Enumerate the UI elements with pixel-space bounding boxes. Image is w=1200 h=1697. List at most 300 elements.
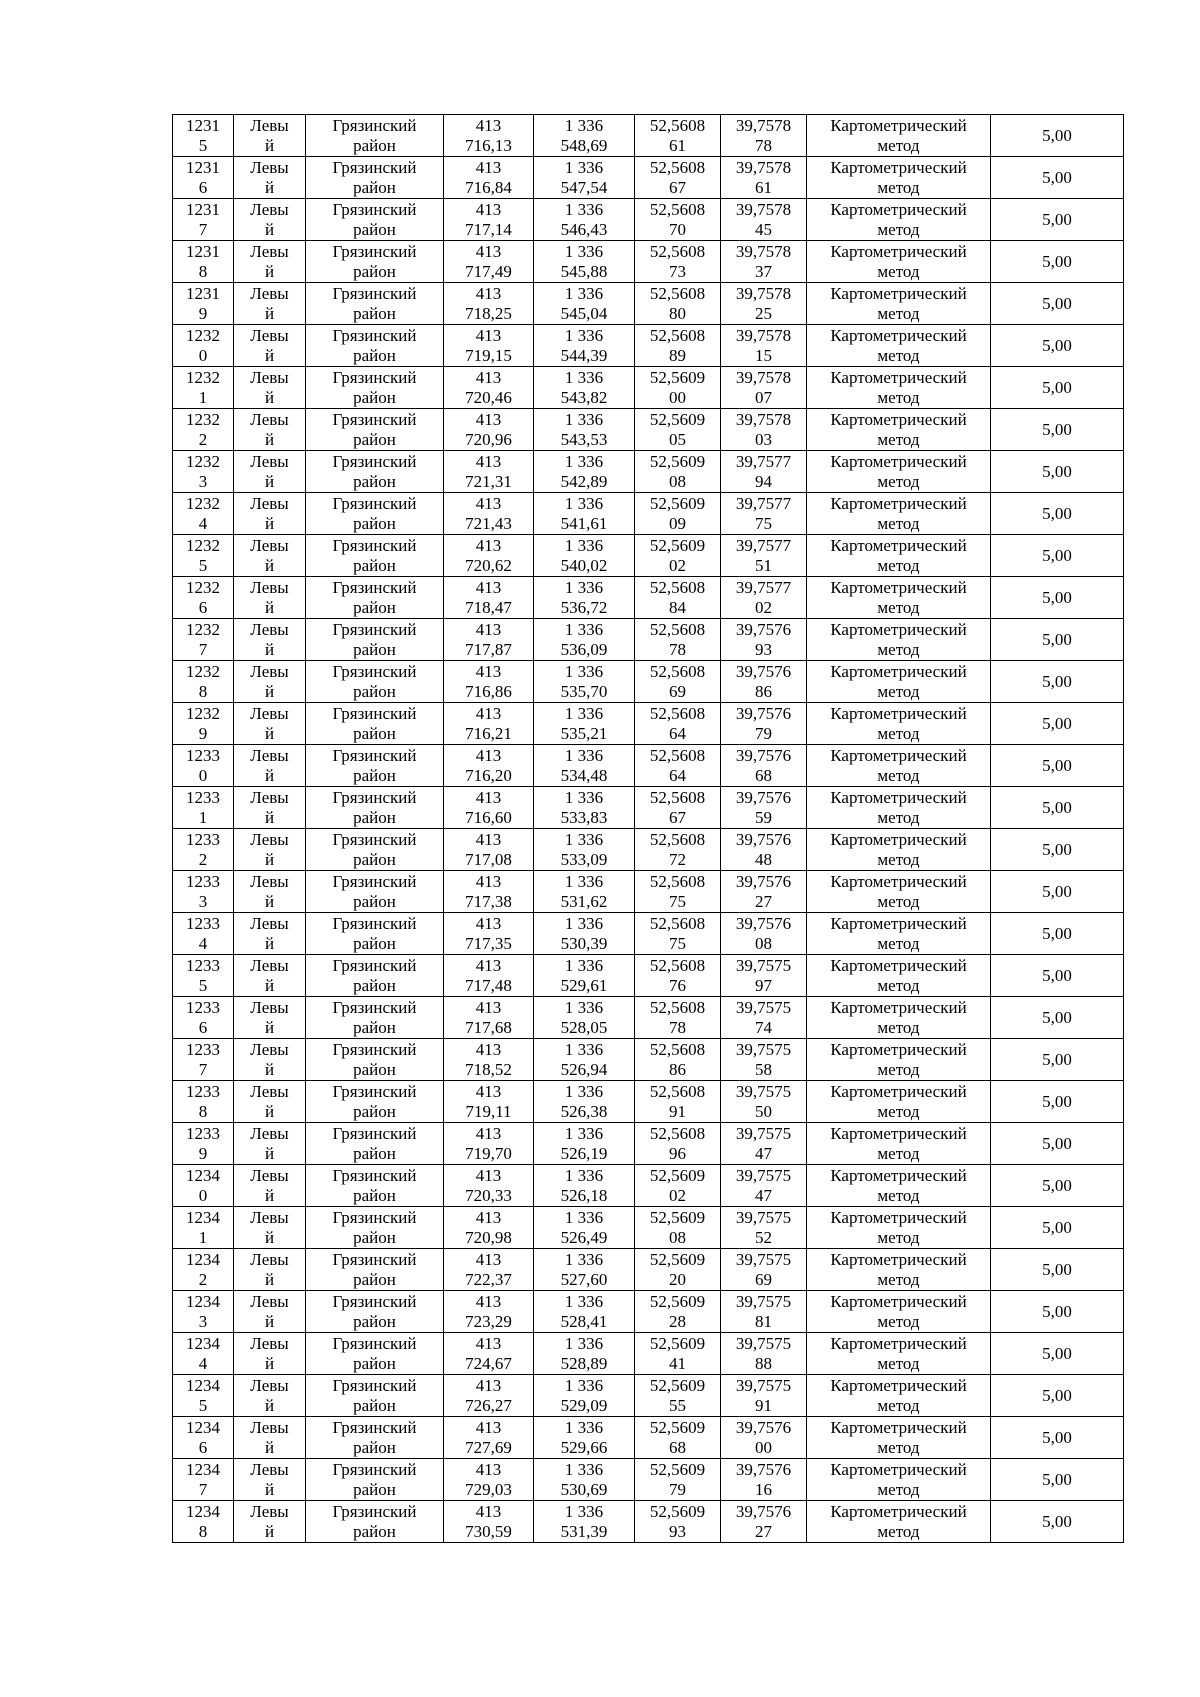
cell-method (807, 199, 991, 241)
cell-district (306, 199, 444, 241)
cell-coord-x (444, 493, 534, 535)
cell-district-line: район (353, 723, 396, 743)
cell-coord-x (444, 997, 534, 1039)
cell-district (306, 1123, 444, 1165)
cell-method-line: метод (877, 429, 920, 449)
cell-point-number-line: 1233 (186, 871, 220, 891)
cell-method (807, 1417, 991, 1459)
cell-district (306, 955, 444, 997)
cell-coord-x (444, 1081, 534, 1123)
cell-method-line: метод (877, 1353, 920, 1373)
cell-coord-y (534, 1375, 635, 1417)
cell-longitude-line: 39,7576 (735, 1459, 792, 1479)
cell-longitude (721, 787, 807, 829)
cell-side (234, 913, 306, 955)
cell-district-line: район (353, 1311, 396, 1331)
cell-point-number (173, 409, 234, 451)
cell-latitude-line: 52,5608 (649, 325, 706, 345)
cell-district-line: Грязинский (332, 409, 417, 429)
cell-method-line: метод (877, 1395, 920, 1415)
cell-coord-y (534, 157, 635, 199)
cell-method (807, 1333, 991, 1375)
cell-district (306, 409, 444, 451)
cell-point-number-line: 1234 (186, 1459, 220, 1479)
cell-accuracy: 5,00 (991, 787, 1124, 829)
cell-district-line: район (353, 1101, 396, 1121)
cell-longitude-line: 39,7575 (735, 1375, 792, 1395)
cell-point-number-line: 1231 (186, 283, 220, 303)
cell-point-number (173, 199, 234, 241)
cell-longitude-line: 91 (755, 1395, 772, 1415)
cell-side-line: Левы (250, 325, 289, 345)
cell-point-number-line: 0 (198, 1185, 208, 1205)
cell-coord-y-line: 528,89 (560, 1353, 608, 1373)
cell-side (234, 241, 306, 283)
cell-coord-x-line: 413 (475, 115, 502, 135)
cell-district-line: район (353, 597, 396, 617)
cell-side-line: й (264, 597, 275, 617)
cell-longitude (721, 409, 807, 451)
cell-district-line: Грязинский (332, 703, 417, 723)
cell-coord-y-line: 533,83 (560, 807, 608, 827)
cell-longitude (721, 1417, 807, 1459)
cell-coord-x-line: 724,67 (465, 1353, 512, 1373)
cell-district-line: Грязинский (332, 241, 417, 261)
cell-latitude-line: 75 (669, 933, 686, 953)
cell-side-line: Левы (250, 787, 289, 807)
cell-district (306, 871, 444, 913)
cell-latitude (635, 1417, 721, 1459)
cell-coord-y-line: 530,69 (560, 1479, 608, 1499)
cell-district (306, 535, 444, 577)
cell-longitude-line: 39,7575 (735, 1207, 792, 1227)
cell-coord-y-line: 1 336 (564, 325, 604, 345)
cell-side-line: Левы (250, 1333, 289, 1353)
cell-latitude-line: 75 (669, 891, 686, 911)
cell-coord-x-line: 722,37 (465, 1269, 512, 1289)
cell-district-line: район (353, 681, 396, 701)
cell-method-line: метод (877, 1059, 920, 1079)
table-row (173, 1081, 1124, 1123)
cell-longitude-line: 39,7577 (735, 577, 792, 597)
cell-point-number-line: 0 (198, 345, 208, 365)
cell-district-line: Грязинский (332, 367, 417, 387)
cell-longitude (721, 1501, 807, 1543)
cell-latitude (635, 1039, 721, 1081)
cell-longitude-line: 86 (755, 681, 772, 701)
cell-method-line: метод (877, 1017, 920, 1037)
cell-latitude (635, 1291, 721, 1333)
table-row (173, 997, 1124, 1039)
cell-coord-y (534, 619, 635, 661)
cell-district-line: Грязинский (332, 1039, 417, 1059)
cell-longitude-line: 39,7576 (735, 913, 792, 933)
cell-longitude (721, 703, 807, 745)
cell-coord-x (444, 1501, 534, 1543)
cell-coord-x (444, 1207, 534, 1249)
cell-side (234, 619, 306, 661)
cell-side-line: й (264, 1353, 275, 1373)
cell-side-line: Левы (250, 1501, 289, 1521)
cell-latitude-line: 41 (669, 1353, 686, 1373)
cell-longitude-line: 97 (755, 975, 772, 995)
cell-longitude-line: 48 (755, 849, 772, 869)
cell-district-line: Грязинский (332, 1501, 417, 1521)
cell-point-number-line: 8 (198, 681, 208, 701)
cell-coord-y-line: 526,19 (560, 1143, 608, 1163)
cell-coord-x-line: 413 (475, 1081, 502, 1101)
cell-latitude-line: 02 (669, 555, 686, 575)
cell-coord-y (534, 1333, 635, 1375)
cell-method-line: Картометрический (830, 997, 967, 1017)
cell-longitude-line: 39,7575 (735, 997, 792, 1017)
cell-coord-x-line: 413 (475, 199, 502, 219)
cell-district-line: район (353, 1185, 396, 1205)
cell-longitude-line: 39,7576 (735, 1501, 792, 1521)
cell-coord-y-line: 541,61 (560, 513, 608, 533)
cell-accuracy: 5,00 (991, 535, 1124, 577)
cell-district-line: Грязинский (332, 493, 417, 513)
table-row (173, 241, 1124, 283)
cell-point-number-line: 1232 (186, 703, 220, 723)
cell-side (234, 1207, 306, 1249)
cell-accuracy: 5,00 (991, 1417, 1124, 1459)
cell-point-number (173, 745, 234, 787)
cell-coord-x-line: 720,62 (465, 555, 512, 575)
cell-side-line: Левы (250, 1165, 289, 1185)
cell-point-number-line: 1234 (186, 1207, 220, 1227)
cell-point-number-line: 1233 (186, 1123, 220, 1143)
cell-district-line: Грязинский (332, 1333, 417, 1353)
cell-longitude-line: 39,7578 (735, 241, 792, 261)
cell-coord-x-line: 723,29 (465, 1311, 512, 1331)
cell-side-line: й (264, 1143, 275, 1163)
cell-method (807, 703, 991, 745)
table-row (173, 409, 1124, 451)
cell-point-number (173, 1207, 234, 1249)
cell-district-line: Грязинский (332, 199, 417, 219)
cell-longitude (721, 1249, 807, 1291)
cell-accuracy: 5,00 (991, 955, 1124, 997)
cell-side-line: Левы (250, 1081, 289, 1101)
cell-method (807, 577, 991, 619)
cell-side-line: Левы (250, 283, 289, 303)
cell-district-line: район (353, 177, 396, 197)
cell-latitude-line: 70 (669, 219, 686, 239)
cell-coord-y-line: 1 336 (564, 577, 604, 597)
cell-method-line: метод (877, 723, 920, 743)
cell-method-line: метод (877, 639, 920, 659)
cell-district-line: Грязинский (332, 871, 417, 891)
cell-latitude (635, 1165, 721, 1207)
cell-method (807, 913, 991, 955)
cell-coord-x-line: 717,68 (465, 1017, 512, 1037)
cell-side-line: Левы (250, 157, 289, 177)
cell-district (306, 241, 444, 283)
cell-coord-y-line: 535,70 (560, 681, 608, 701)
cell-method (807, 661, 991, 703)
cell-latitude-line: 72 (669, 849, 686, 869)
cell-coord-y (534, 1291, 635, 1333)
cell-longitude-line: 39,7578 (735, 409, 792, 429)
cell-district-line: район (353, 849, 396, 869)
cell-coord-y-line: 540,02 (560, 555, 608, 575)
cell-longitude-line: 59 (755, 807, 772, 827)
cell-method-line: метод (877, 387, 920, 407)
cell-coord-y (534, 451, 635, 493)
cell-latitude (635, 871, 721, 913)
cell-coord-y (534, 283, 635, 325)
cell-coord-y (534, 1417, 635, 1459)
cell-latitude-line: 52,5608 (649, 871, 706, 891)
cell-side-line: Левы (250, 451, 289, 471)
cell-coord-y-line: 1 336 (564, 1459, 604, 1479)
cell-point-number (173, 157, 234, 199)
cell-accuracy: 5,00 (991, 829, 1124, 871)
cell-coord-x (444, 1333, 534, 1375)
table-row (173, 1501, 1124, 1543)
cell-longitude-line: 39,7576 (735, 703, 792, 723)
cell-latitude (635, 703, 721, 745)
cell-point-number-line: 1234 (186, 1165, 220, 1185)
cell-district-line: Грязинский (332, 115, 417, 135)
cell-latitude (635, 115, 721, 157)
cell-coord-y (534, 493, 635, 535)
cell-side (234, 535, 306, 577)
cell-coord-x-line: 720,46 (465, 387, 512, 407)
cell-coord-x-line: 721,43 (465, 513, 512, 533)
cell-side-line: Левы (250, 1039, 289, 1059)
cell-coord-x (444, 1375, 534, 1417)
cell-latitude (635, 1249, 721, 1291)
table-row (173, 955, 1124, 997)
table-row (173, 367, 1124, 409)
cell-coord-x (444, 703, 534, 745)
cell-coord-x-line: 726,27 (465, 1395, 512, 1415)
cell-longitude-line: 39,7578 (735, 199, 792, 219)
cell-latitude-line: 52,5608 (649, 787, 706, 807)
cell-coord-y (534, 703, 635, 745)
cell-district-line: Грязинский (332, 283, 417, 303)
cell-latitude-line: 52,5608 (649, 997, 706, 1017)
cell-coord-x-line: 413 (475, 1039, 502, 1059)
cell-side (234, 1417, 306, 1459)
cell-district (306, 115, 444, 157)
cell-coord-x-line: 413 (475, 619, 502, 639)
cell-point-number-line: 4 (198, 933, 208, 953)
cell-district (306, 1333, 444, 1375)
cell-district (306, 577, 444, 619)
cell-side-line: Левы (250, 619, 289, 639)
cell-coord-x-line: 413 (475, 409, 502, 429)
cell-side-line: й (264, 555, 275, 575)
cell-point-number-line: 1234 (186, 1333, 220, 1353)
cell-method-line: Картометрический (830, 787, 967, 807)
cell-method-line: Картометрический (830, 367, 967, 387)
cell-district-line: район (353, 471, 396, 491)
cell-coord-y-line: 1 336 (564, 1501, 604, 1521)
cell-district-line: Грязинский (332, 1081, 417, 1101)
cell-side (234, 1459, 306, 1501)
cell-latitude-line: 76 (669, 975, 686, 995)
cell-latitude (635, 325, 721, 367)
cell-coord-y-line: 543,82 (560, 387, 608, 407)
cell-coord-x (444, 1123, 534, 1165)
cell-coord-y-line: 1 336 (564, 367, 604, 387)
cell-latitude (635, 1123, 721, 1165)
table-row (173, 661, 1124, 703)
cell-coord-y-line: 531,62 (560, 891, 608, 911)
cell-side-line: Левы (250, 1459, 289, 1479)
cell-district (306, 745, 444, 787)
cell-district-line: Грязинский (332, 619, 417, 639)
cell-coord-x-line: 413 (475, 787, 502, 807)
cell-side (234, 787, 306, 829)
cell-district-line: Грязинский (332, 997, 417, 1017)
cell-longitude (721, 955, 807, 997)
cell-latitude-line: 52,5609 (649, 1417, 706, 1437)
cell-longitude-line: 69 (755, 1269, 772, 1289)
cell-method-line: Картометрический (830, 871, 967, 891)
table-row (173, 787, 1124, 829)
cell-side (234, 1249, 306, 1291)
cell-coord-y-line: 1 336 (564, 1039, 604, 1059)
cell-coord-x-line: 413 (475, 577, 502, 597)
cell-latitude-line: 93 (669, 1521, 686, 1541)
cell-point-number (173, 1123, 234, 1165)
cell-side-line: й (264, 135, 275, 155)
cell-district-line: район (353, 261, 396, 281)
cell-point-number (173, 1165, 234, 1207)
cell-method-line: метод (877, 303, 920, 323)
cell-point-number-line: 7 (198, 1479, 208, 1499)
cell-district-line: район (353, 639, 396, 659)
cell-accuracy: 5,00 (991, 1291, 1124, 1333)
cell-method-line: Картометрический (830, 451, 967, 471)
cell-longitude-line: 39,7578 (735, 325, 792, 345)
cell-method (807, 955, 991, 997)
table-row (173, 493, 1124, 535)
cell-district-line: район (353, 219, 396, 239)
table-row (173, 199, 1124, 241)
cell-coord-y-line: 545,04 (560, 303, 608, 323)
cell-district (306, 661, 444, 703)
cell-coord-x (444, 1249, 534, 1291)
cell-side (234, 283, 306, 325)
cell-point-number-line: 1234 (186, 1375, 220, 1395)
cell-longitude-line: 15 (755, 345, 772, 365)
cell-point-number (173, 871, 234, 913)
cell-coord-y (534, 241, 635, 283)
cell-latitude-line: 64 (669, 723, 686, 743)
cell-method-line: Картометрический (830, 703, 967, 723)
cell-coord-y-line: 1 336 (564, 661, 604, 681)
cell-side-line: й (264, 513, 275, 533)
cell-latitude-line: 96 (669, 1143, 686, 1163)
cell-side-line: й (264, 471, 275, 491)
cell-longitude-line: 39,7577 (735, 493, 792, 513)
cell-latitude-line: 52,5608 (649, 115, 706, 135)
cell-latitude-line: 52,5609 (649, 1207, 706, 1227)
cell-latitude-line: 52,5608 (649, 955, 706, 975)
cell-coord-y-line: 1 336 (564, 997, 604, 1017)
cell-method (807, 325, 991, 367)
table-row (173, 913, 1124, 955)
table-row (173, 1459, 1124, 1501)
cell-coord-y-line: 1 336 (564, 157, 604, 177)
cell-coord-x (444, 283, 534, 325)
cell-district-line: Грязинский (332, 913, 417, 933)
cell-coord-x (444, 157, 534, 199)
cell-coord-y-line: 1 336 (564, 829, 604, 849)
cell-point-number (173, 787, 234, 829)
cell-side (234, 745, 306, 787)
cell-accuracy: 5,00 (991, 325, 1124, 367)
cell-method (807, 1207, 991, 1249)
cell-method-line: метод (877, 849, 920, 869)
cell-accuracy: 5,00 (991, 199, 1124, 241)
cell-side-line: Левы (250, 871, 289, 891)
cell-side-line: й (264, 933, 275, 953)
cell-point-number-line: 1233 (186, 1039, 220, 1059)
cell-coord-y-line: 533,09 (560, 849, 608, 869)
cell-coord-y-line: 531,39 (560, 1521, 608, 1541)
cell-accuracy: 5,00 (991, 1081, 1124, 1123)
cell-point-number-line: 9 (198, 303, 208, 323)
cell-coord-y-line: 536,09 (560, 639, 608, 659)
cell-district (306, 619, 444, 661)
cell-accuracy: 5,00 (991, 1165, 1124, 1207)
cell-latitude-line: 78 (669, 1017, 686, 1037)
cell-point-number-line: 8 (198, 1101, 208, 1121)
cell-latitude (635, 283, 721, 325)
table-row (173, 577, 1124, 619)
cell-longitude-line: 39,7575 (735, 1081, 792, 1101)
cell-longitude-line: 39,7575 (735, 955, 792, 975)
cell-coord-x-line: 716,20 (465, 765, 512, 785)
cell-longitude-line: 39,7576 (735, 661, 792, 681)
cell-district-line: Грязинский (332, 1459, 417, 1479)
cell-method-line: метод (877, 261, 920, 281)
cell-longitude-line: 47 (755, 1185, 772, 1205)
cell-coord-y (534, 577, 635, 619)
cell-point-number-line: 6 (198, 1437, 208, 1457)
cell-side-line: Левы (250, 241, 289, 261)
cell-side-line: Левы (250, 493, 289, 513)
cell-coord-y (534, 871, 635, 913)
cell-longitude-line: 39,7576 (735, 871, 792, 891)
cell-coord-x-line: 413 (475, 661, 502, 681)
cell-latitude (635, 619, 721, 661)
cell-method-line: метод (877, 177, 920, 197)
cell-point-number-line: 9 (198, 723, 208, 743)
cell-longitude-line: 39,7578 (735, 283, 792, 303)
cell-district-line: Грязинский (332, 451, 417, 471)
cell-longitude-line: 39,7575 (735, 1165, 792, 1185)
cell-method-line: метод (877, 933, 920, 953)
cell-point-number (173, 283, 234, 325)
cell-coord-x-line: 413 (475, 325, 502, 345)
cell-accuracy: 5,00 (991, 913, 1124, 955)
cell-accuracy: 5,00 (991, 409, 1124, 451)
cell-accuracy: 5,00 (991, 115, 1124, 157)
cell-coord-x-line: 729,03 (465, 1479, 512, 1499)
cell-longitude-line: 52 (755, 1227, 772, 1247)
cell-latitude-line: 09 (669, 513, 686, 533)
cell-longitude-line: 68 (755, 765, 772, 785)
cell-method-line: метод (877, 1311, 920, 1331)
cell-coord-y-line: 529,61 (560, 975, 608, 995)
